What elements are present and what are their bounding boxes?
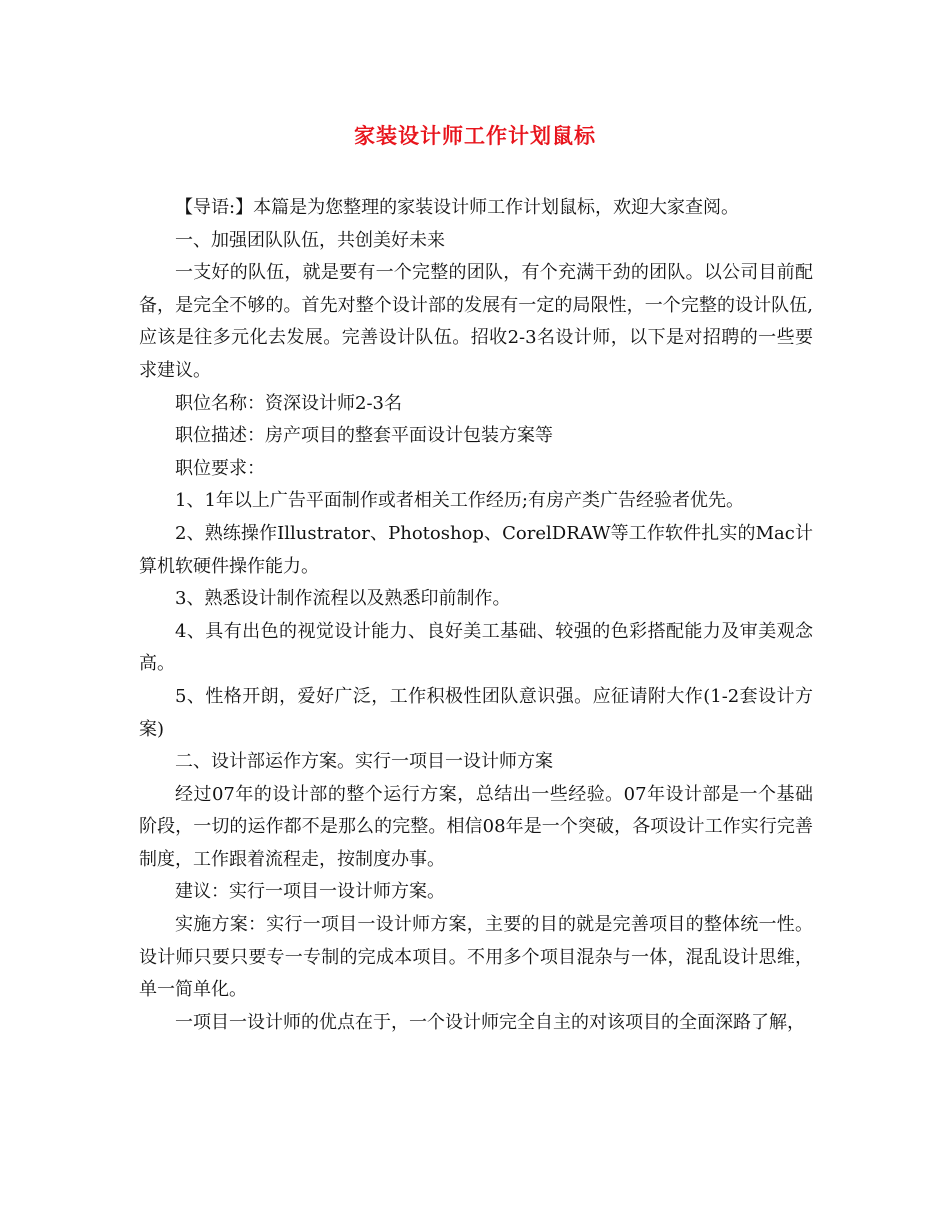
- list-item: 5、性格开朗，爱好广泛，工作积极性团队意识强。应征请附大作(1-2套设计方案): [139, 685, 813, 740]
- list-item: 1、1年以上广告平面制作或者相关工作经历;有房产类广告经验者优先。: [175, 490, 744, 512]
- paragraph: 实施方案：实行一项目一设计师方案，主要的目的就是完善项目的整体统一性。设计师只要只要专一专制的完成本项目。不用多个项目混杂与一体，混乱设计思维，单一简单化。: [139, 914, 813, 1001]
- list-item: 3、熟悉设计制作流程以及熟悉印前制作。: [175, 588, 511, 610]
- section-heading-1: 一、加强团队队伍，共创美好未来: [175, 229, 445, 251]
- section-heading-2: 二、设计部运作方案。实行一项目一设计师方案: [175, 751, 553, 773]
- paragraph: 一支好的队伍，就是要有一个完整的团队，有个充满干劲的团队。以公司目前配备，是完全不够的。首先对整个设计部的发展有一定的局限性，一个完整的设计队伍,应该是往多元化去发展。完善设计队伍。招收2-3名设计师，以下是对招聘的一些要求建议。: [139, 262, 813, 381]
- paragraph: 职位名称：资深设计师2-3名: [175, 392, 402, 414]
- paragraph: 经过07年的设计部的整个运行方案，总结出一些经验。07年设计部是一个基础阶段，一切的运作都不是那么的完整。相信08年是一个突破，各项设计工作实行完善制度，工作跟着流程走，按制度办事。: [139, 783, 813, 870]
- paragraph: 职位描述：房产项目的整套平面设计包装方案等: [175, 425, 553, 447]
- paragraph: 建议：实行一项目一设计师方案。: [175, 881, 445, 903]
- list-item: 2、熟练操作Illustrator、Photoshop、CorelDRAW等工作软件扎实的Mac计算机软硬件操作能力。: [139, 522, 813, 577]
- document-title: 家装设计师工作计划鼠标: [354, 123, 596, 148]
- paragraph: 职位要求：: [175, 457, 265, 479]
- paragraph-intro: 【导语:】本篇是为您整理的家装设计师工作计划鼠标，欢迎大家查阅。: [175, 197, 740, 218]
- document-body: [139, 192, 813, 1039]
- paragraph: 一项目一设计师的优点在于，一个设计师完全自主的对该项目的全面深路了解，: [175, 1011, 805, 1033]
- list-item: 4、具有出色的视觉设计能力、良好美工基础、较强的色彩搭配能力及审美观念高。: [139, 620, 813, 675]
